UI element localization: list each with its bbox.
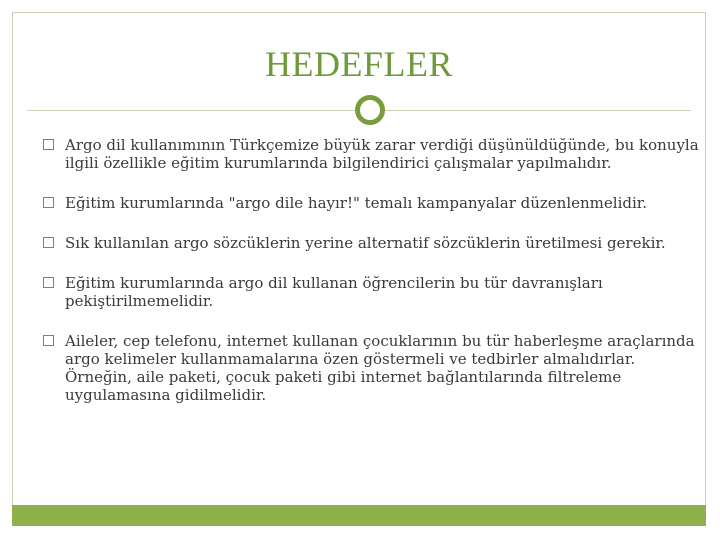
bullet-item <box>43 136 703 172</box>
slide-title: HEDEFLER <box>265 44 453 84</box>
bullet-item <box>43 234 703 252</box>
bullet-item <box>43 194 703 212</box>
square-bullet-icon <box>43 335 54 346</box>
bullet-text: Eğitim kurumlarında "argo dile hayır!" temalı kampanyalar düzenlenmelidir. <box>65 194 648 212</box>
square-bullet-icon <box>43 237 54 248</box>
square-bullet-icon <box>43 197 54 208</box>
bullet-text: Argo dil kullanımının Türkçemize büyük zarar verdiği düşünüldüğünde, bu konuyla ilgili özellikle eğitim kurumlarında bilgilendirici çalışmalar yapılmalıdır. <box>65 136 699 172</box>
square-bullet-icon <box>43 277 54 288</box>
ring-icon <box>355 95 385 125</box>
slide-frame <box>12 12 706 526</box>
bullet-item <box>43 332 703 404</box>
bullet-text: Sık kullanılan argo sözcüklerin yerine alternatif sözcüklerin üretilmesi gerekir. <box>65 234 666 252</box>
square-bullet-icon <box>43 139 54 150</box>
bullet-text: Eğitim kurumlarında argo dil kullanan öğrencilerin bu tür davranışları pekiştirilmemelidir. <box>65 274 603 310</box>
bullet-list <box>43 136 703 426</box>
bullet-text: Aileler, cep telefonu, internet kullanan çocuklarının bu tür haberleşme araçlarında argo kelimeler kullanmamalarına özen göstermeli ve tedbirler almalıdırlar. Örneğin, aile paketi, çocuk paketi gibi internet bağlantılarında filtreleme uygulamasına gidilmelidir. <box>65 332 695 404</box>
footer-bar <box>12 505 706 526</box>
bullet-item <box>43 274 703 310</box>
